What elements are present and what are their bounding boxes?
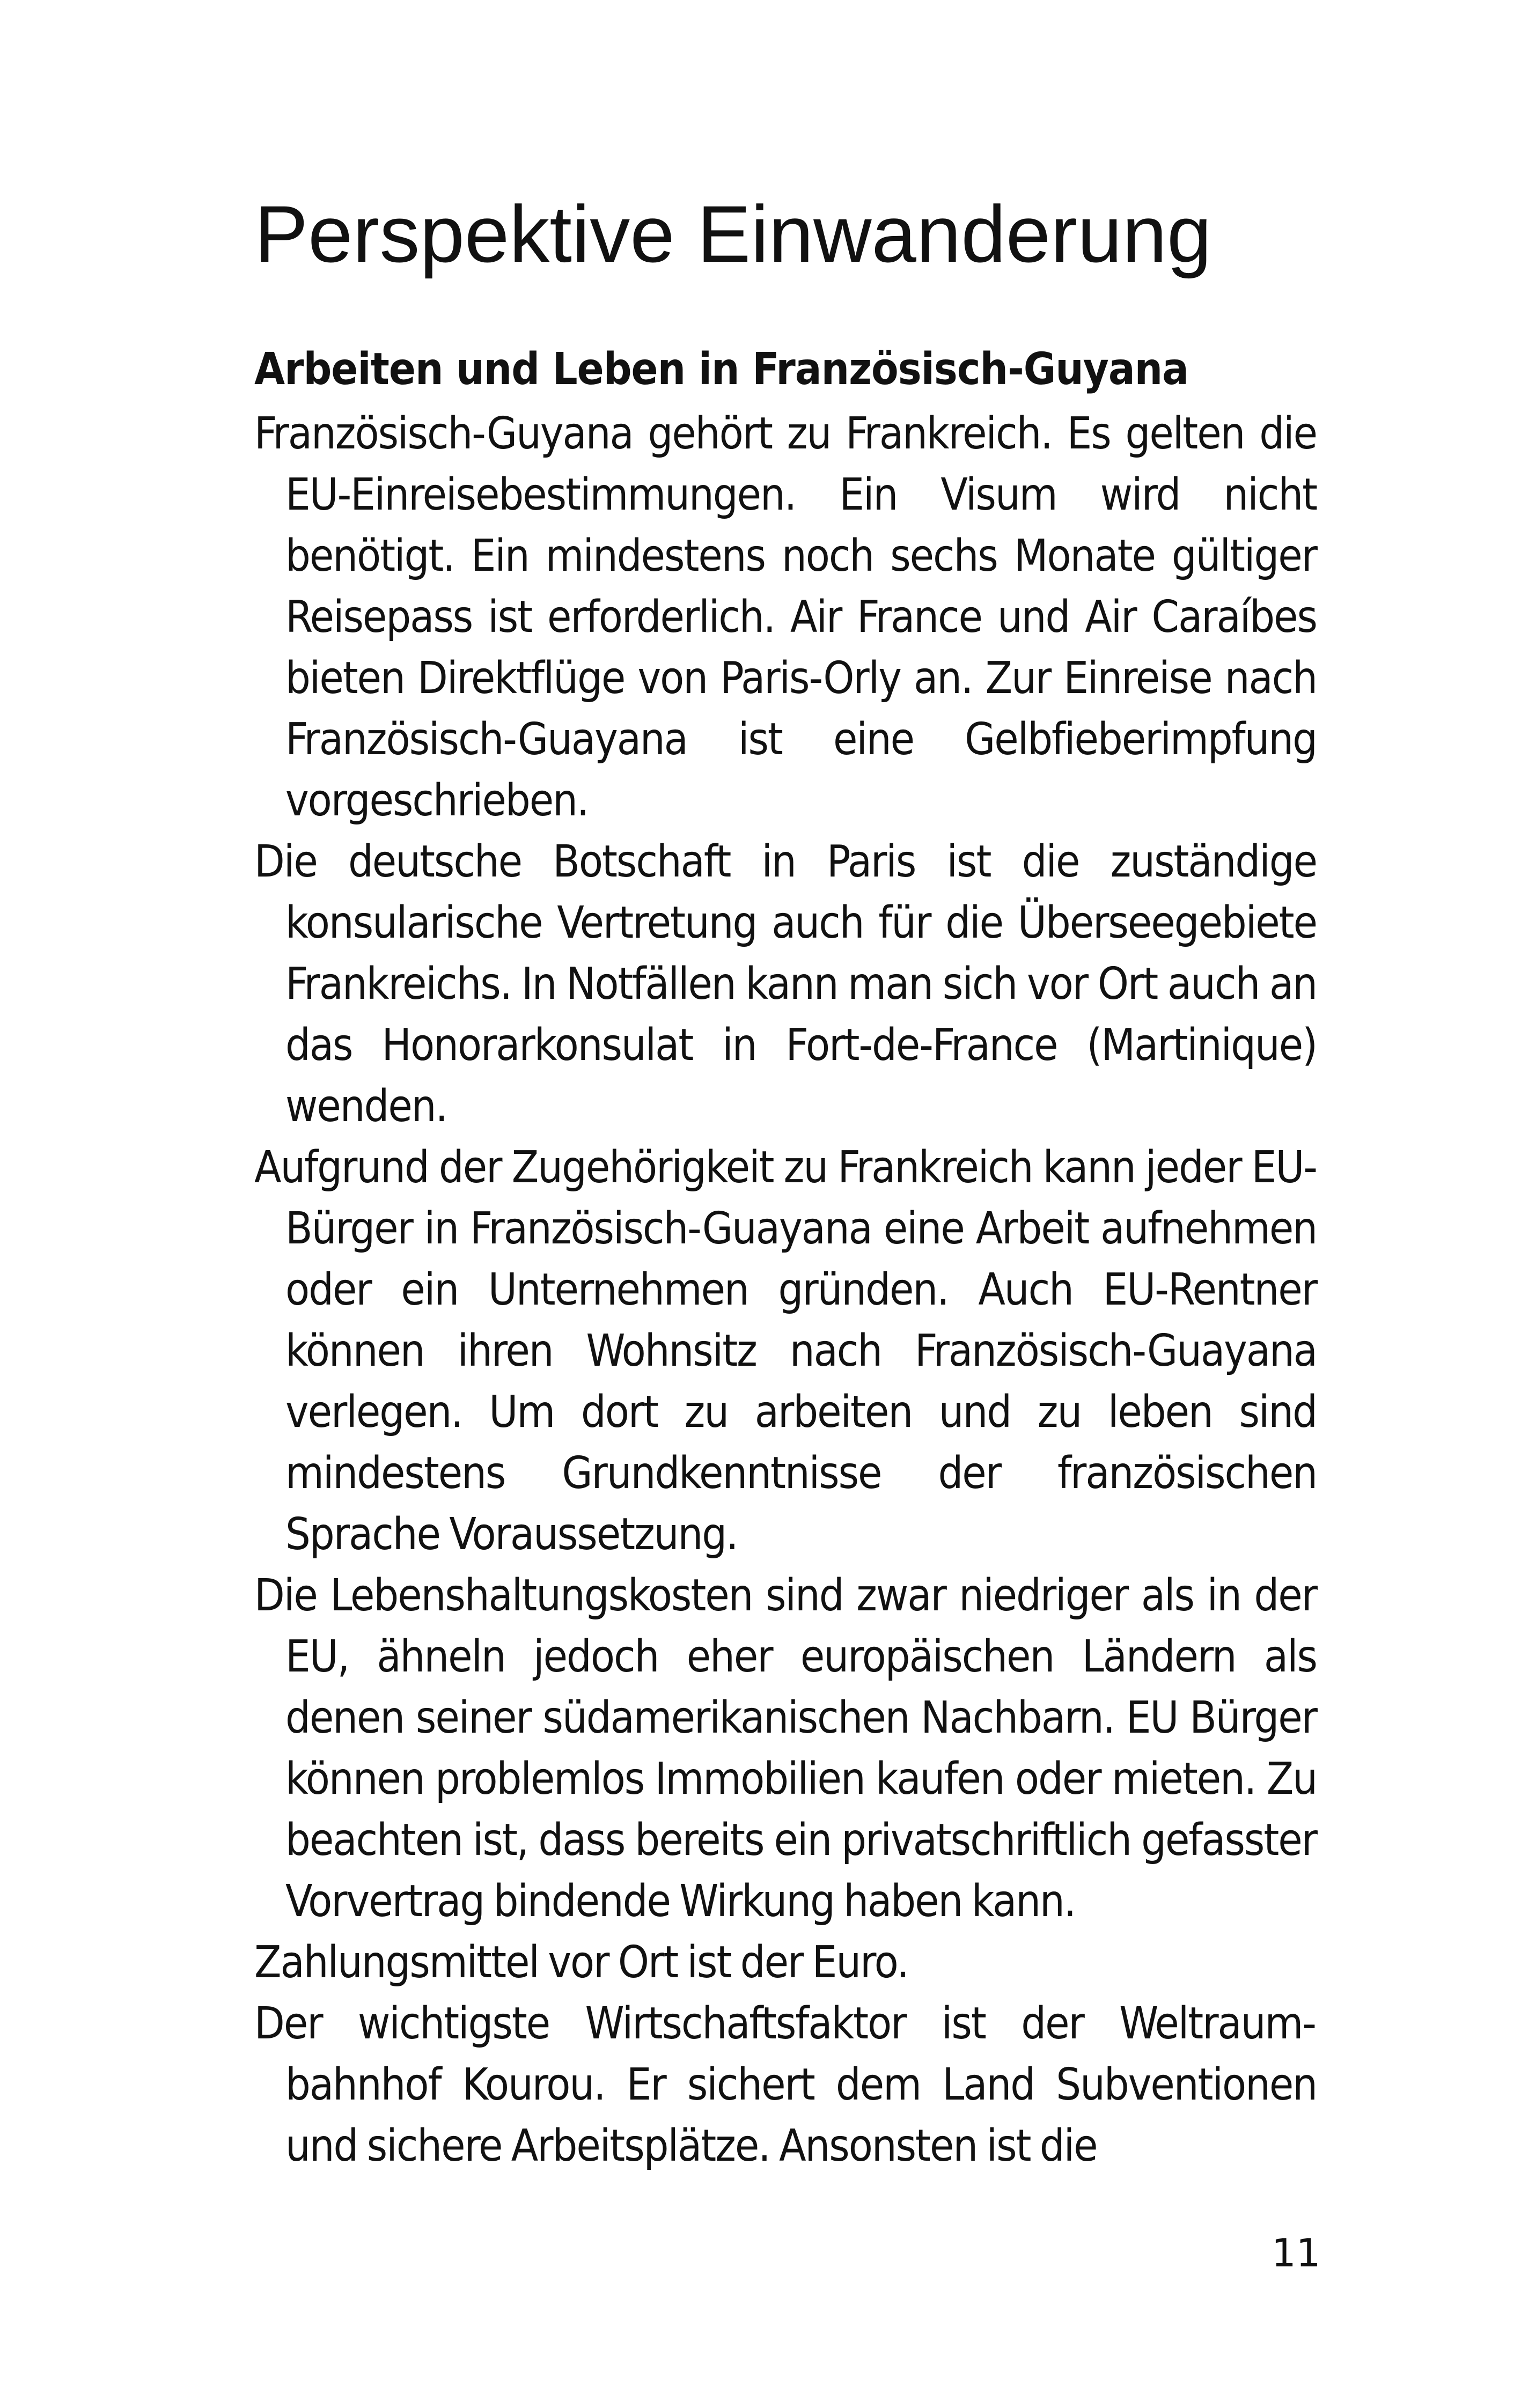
paragraph-living-costs: Die Lebenshaltungskosten sind zwar niedriger als in der EU, ähneln jedoch eher europäischen Ländern als denen seiner südamerikanischen Nachbarn. EU Bürger können problemlos Immobilien kaufen oder mieten. Zu beachten ist, dass bereits ein privatschriftlich gefasster Vorvertrag bindende Wirkung haben kann. [254,1570,1317,1927]
page-title: Perspektive Einwanderung [254,189,1212,279]
paragraph-economy: Der wichtigste Wirtschaftsfaktor ist der Weltraumbahnhof Kourou. Er sichert dem Land Subventionen und sichere Arbeitsplätze. Ansonsten ist die [254,1998,1317,2171]
page-number: 11 [1272,2230,1321,2276]
paragraph-embassy: Die deutsche Botschaft in Paris ist die zuständige konsularische Vertretung auch für die Überseegebiete Frankreichs. In Notfällen kann man sich vor Ort auch an das Honorarkonsulat in Fort-de-France (Martinique) wenden. [254,836,1317,1132]
paragraph-currency: Zahlungsmittel vor Ort ist der Euro. [254,1937,908,1988]
paragraph-work-residence: Aufgrund der Zugehörigkeit zu Frankreich kann jeder EU-Bürger in Französisch-Guayana eine Arbeit aufnehmen oder ein Unternehmen gründen. Auch EU-Rentner können ihren Wohnsitz nach Französisch-Guayana verlegen. Um dort zu arbeiten und zu leben sind mindestens Grundkenntnisse der französischen Sprache Voraussetzung. [254,1142,1317,1560]
page-content [254,338,1317,2177]
section-heading: Arbeiten und Leben in Französisch-Guyana [254,344,1188,395]
paragraph-entry-requirements: Französisch-Guyana gehört zu Frankreich. Es gelten die EU-Einreisebestimmungen. Ein Visum wird nicht benötigt. Ein mindestens noch sechs Monate gültiger Reisepass ist erforderlich. Air France und Air Caraíbes bieten Direktflüge von Paris-Orly an. Zur Einreise nach Französisch-Guayana ist eine Gelbfieberimpfung vorgeschrieben. [254,408,1317,826]
